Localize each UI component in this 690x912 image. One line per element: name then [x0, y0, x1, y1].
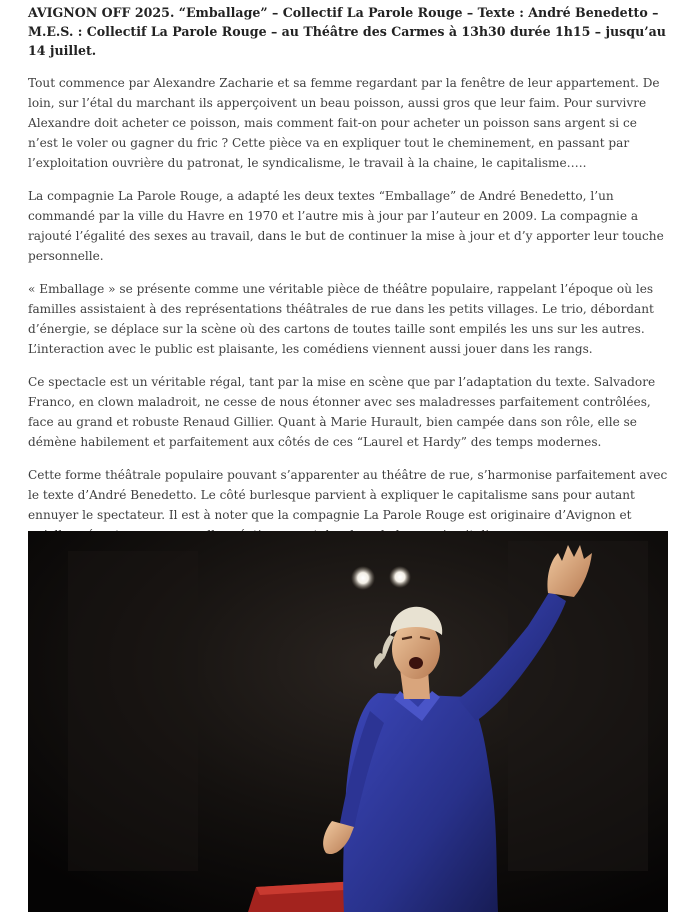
stage-photo	[28, 531, 668, 912]
article-paragraph: Ce spectacle est un véritable régal, tant par la mise en scène que par l’adaptation du texte. Salvadore Franco, en clown maladroit, ne cesse de nous étonner avec ses maladresses parfaitement contrôlées, face au grand et robuste Renaud Gillier. Quant à Marie Hurault, bien campée dans son rôle, elle se démène habilement et parfaitement aux côtés de ces “Laurel et Hardy” des temps modernes.	[28, 375, 656, 449]
article-paragraph: La compagnie La Parole Rouge, a adapté les deux textes “Emballage” de André Benedetto, l’un commandé par la ville du Havre en 1970 et l’autre mis à jour par l’auteur en 2009. La compagnie a rajouté l’égalité des sexes au travail, dans le but de continuer la mise à jour et d’y apporter leur touche personnelle.	[28, 189, 664, 263]
article-paragraph: « Emballage » se présente comme une véritable pièce de théâtre populaire, rappelant l’époque où les familles assistaient à des représentations théâtrales de rue dans les petits villages. Le trio, débordant d’énergie, se déplace sur la scène où des cartons de toutes taille sont empilés les uns sur les autres. L’interaction avec le public est plaisante, les comédiens viennent aussi jouer dans les rangs.	[28, 282, 654, 356]
article-paragraph: Tout commence par Alexandre Zacharie et sa femme regardant par la fenêtre de leur appartement. De loin, sur l’étal du marchant ils apperçoivent un beau poisson, aussi gros que leur faim. Pour survivre Alexandre doit acheter ce poisson, mais comment fait-on pour acheter un poisson sans argent si ce n’est le voler ou gagner du fric ? Cette pièce va en expliquer tout le cheminement, en passant par l’exploitation ouvrière du patronat, le syndicalisme, le travail à la chaine, le capitalisme…..	[28, 76, 660, 170]
article	[28, 0, 668, 576]
article-headline: AVIGNON OFF 2025. “Emballage” – Collectif La Parole Rouge – Texte : André Benedetto – M.E.S. : Collectif La Parole Rouge – au Théâtre des Carmes à 13h30 durée 1h15 – jusqu’au 14 juillet.	[28, 5, 666, 58]
article-paragraph: Cette forme théâtrale populaire pouvant s’apparenter au théâtre de rue, s’harmonise parfaitement avec le texte d’André Benedetto. Le côté burlesque parvient à expliquer le capitalisme sans pour autant ennuyer le spectateur. Il est à noter que la compagnie La Parole Rouge est originaire d’Avignon et	[28, 468, 668, 522]
spotlight	[389, 566, 411, 588]
spotlight	[351, 566, 375, 590]
stage-photo-illustration	[28, 531, 668, 912]
